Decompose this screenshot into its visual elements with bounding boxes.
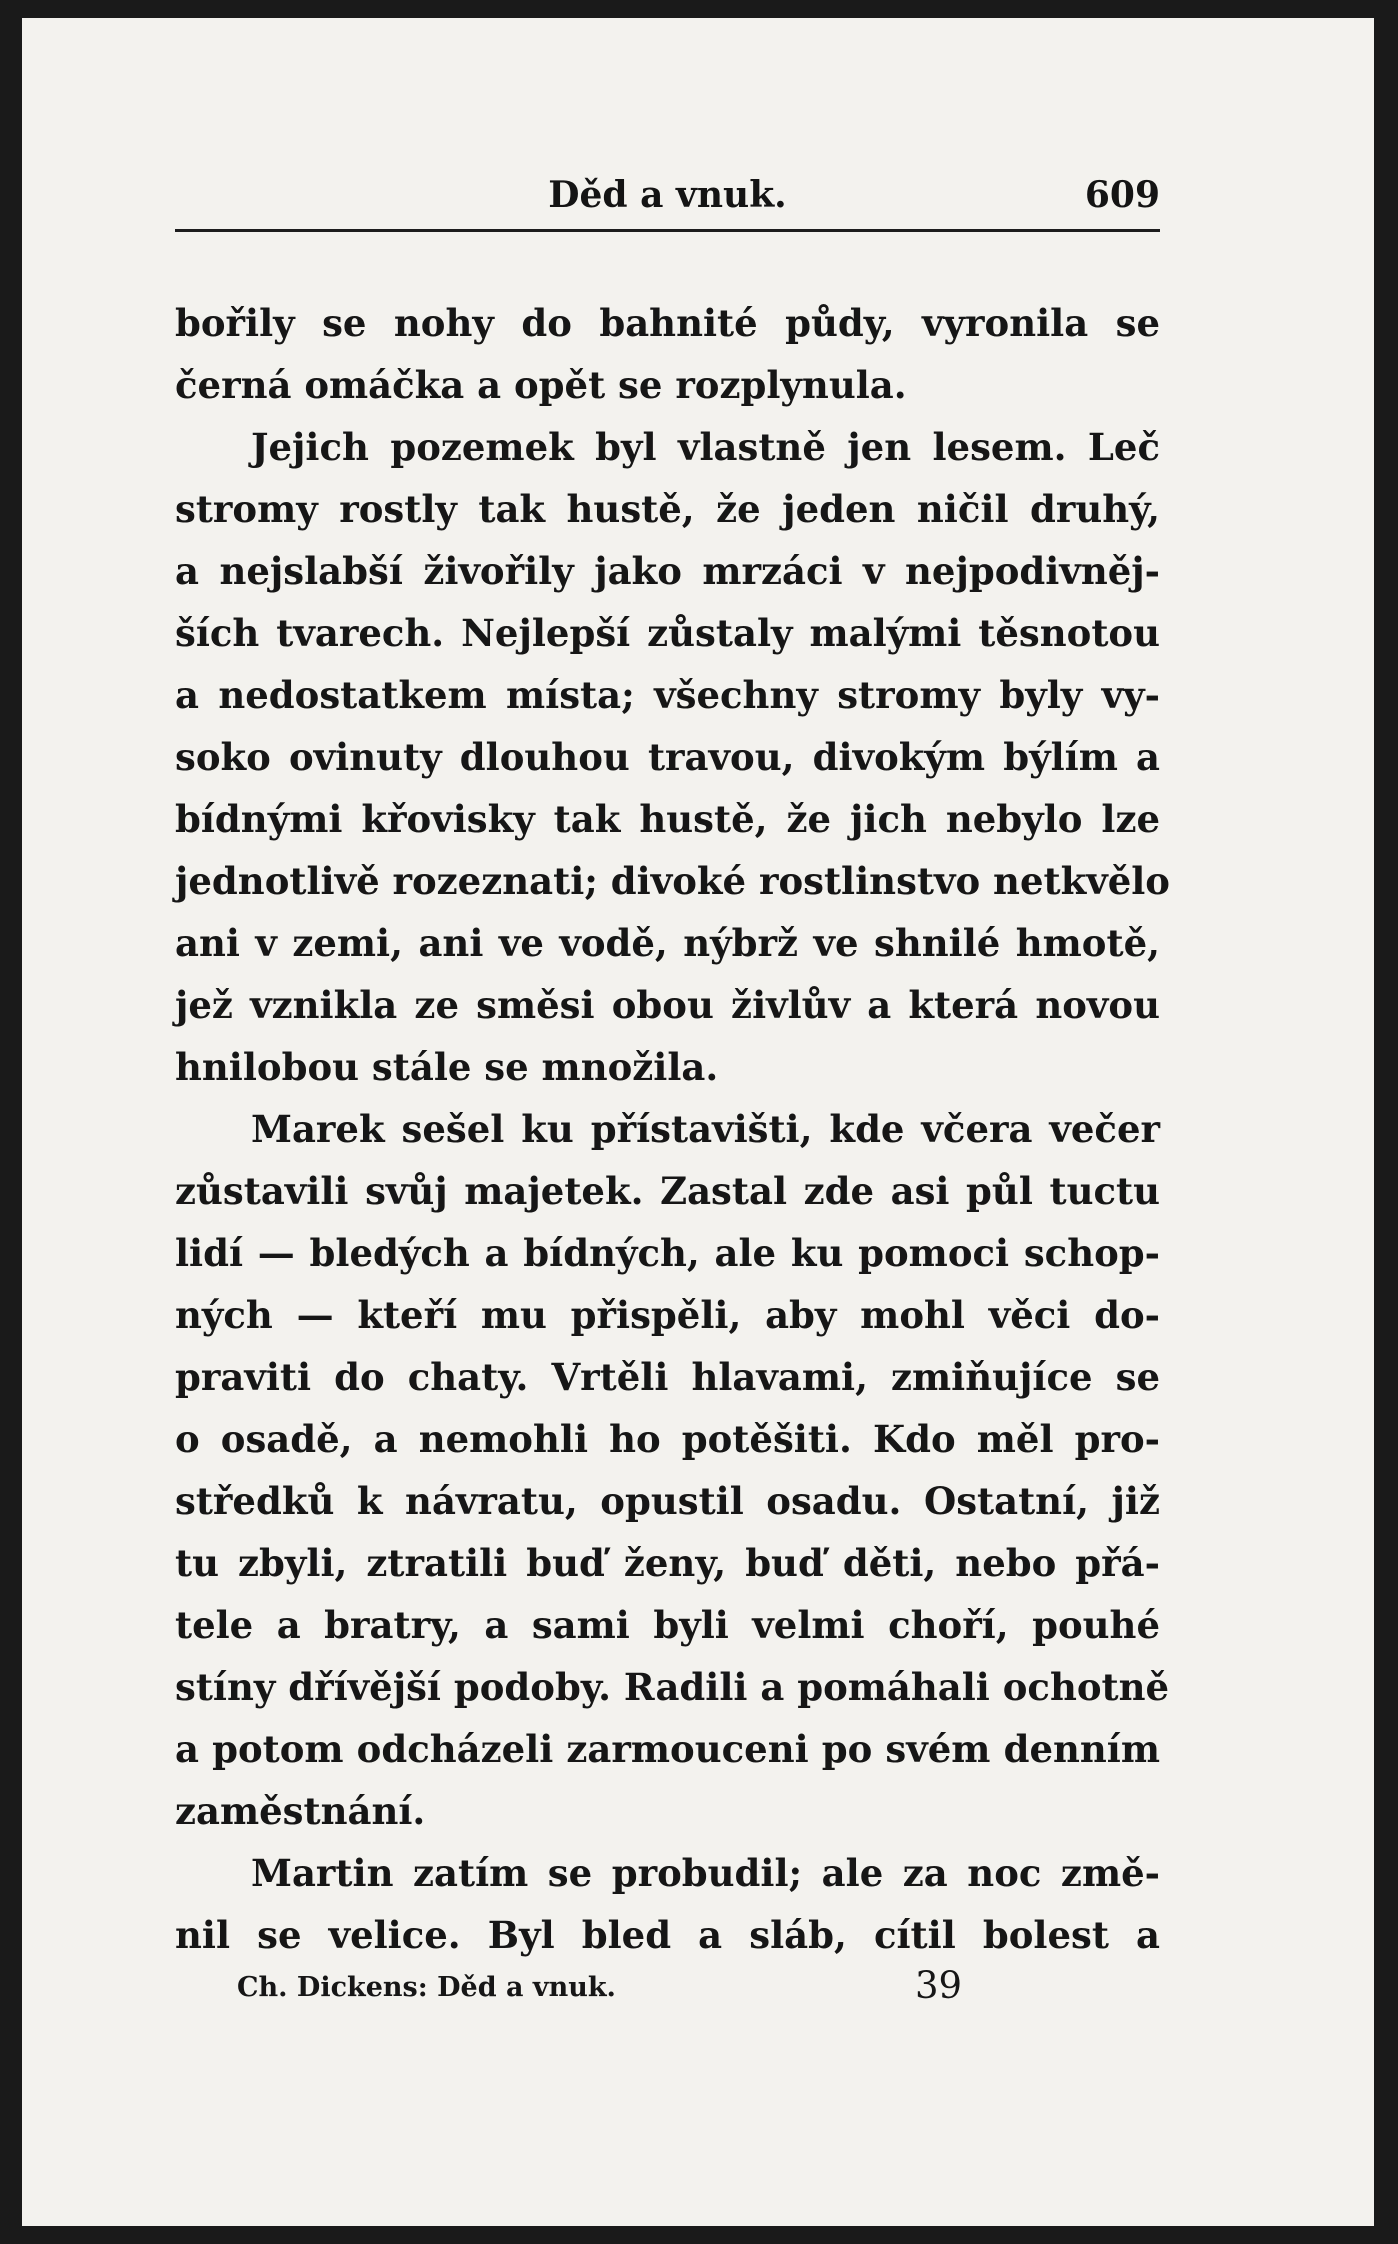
text-line: ných — kteří mu přispěli, aby mohl věci do- — [175, 1293, 1160, 1337]
text-line: praviti do chaty. Vrtěli hlavami, zmiňujíce se — [175, 1355, 1160, 1399]
text-line: zůstavili svůj majetek. Zastal zde asi půl tuctu — [175, 1169, 1160, 1213]
text-line: jednotlivě rozeznati; divoké rostlinstvo netkvělo — [175, 859, 1170, 903]
page-header — [175, 168, 1160, 218]
text-line: černá omáčka a opět se rozplynula. — [175, 363, 907, 407]
text-line: zaměstnání. — [175, 1789, 426, 1833]
text-line: Martin zatím se probudil; ale za noc změ- — [251, 1851, 1160, 1895]
signature-mark: 39 — [915, 1964, 963, 2007]
text-line: tele a bratry, a sami byli velmi choří, pouhé — [175, 1603, 1160, 1647]
text-line: ani v zemi, ani ve vodě, nýbrž ve shnilé hmotě, — [175, 921, 1160, 965]
text-line: ších tvarech. Nejlepší zůstaly malými těsnotou — [175, 611, 1160, 655]
text-line: jež vznikla ze směsi obou živlův a která novou — [175, 983, 1160, 1027]
text-line: lidí — bledých a bídných, ale ku pomoci schop- — [175, 1231, 1160, 1275]
text-line: tu zbyli, ztratili buď ženy, buď děti, nebo přá- — [175, 1541, 1160, 1585]
page-footer — [175, 1962, 1160, 2018]
text-line: a potom odcházeli zarmouceni po svém denním — [175, 1727, 1160, 1771]
running-title: Děd a vnuk. — [548, 174, 787, 216]
text-line: a nedostatkem místa; všechny stromy byly vy- — [175, 673, 1160, 717]
printer-signature: Ch. Dickens: Děd a vnuk. — [237, 1972, 616, 2003]
text-line: stromy rostly tak hustě, že jeden ničil druhý, — [175, 487, 1160, 531]
text-line: středků k návratu, opustil osadu. Ostatní, již — [175, 1479, 1160, 1523]
text-line: soko ovinuty dlouhou travou, divokým býlím a — [175, 735, 1160, 779]
header-rule — [175, 229, 1160, 232]
page-number: 609 — [1084, 174, 1160, 216]
body-text — [175, 292, 1170, 1966]
text-line: hnilobou stále se množila. — [175, 1045, 719, 1089]
text-line: bořily se nohy do bahnité půdy, vyronila se — [175, 301, 1160, 345]
text-line: bídnými křovisky tak hustě, že jich nebylo lze — [175, 797, 1160, 841]
text-line: o osadě, a nemohli ho potěšiti. Kdo měl pro- — [175, 1417, 1160, 1461]
text-line: nil se velice. Byl bled a sláb, cítil bolest a — [175, 1913, 1160, 1957]
text-line: Jejich pozemek byl vlastně jen lesem. Leč — [251, 425, 1160, 469]
text-line: Marek sešel ku přístavišti, kde včera večer — [251, 1107, 1160, 1151]
text-line: stíny dřívější podoby. Radili a pomáhali ochotně — [175, 1665, 1170, 1709]
text-line: a nejslabší živořily jako mrzáci v nejpodivněj- — [175, 549, 1160, 593]
